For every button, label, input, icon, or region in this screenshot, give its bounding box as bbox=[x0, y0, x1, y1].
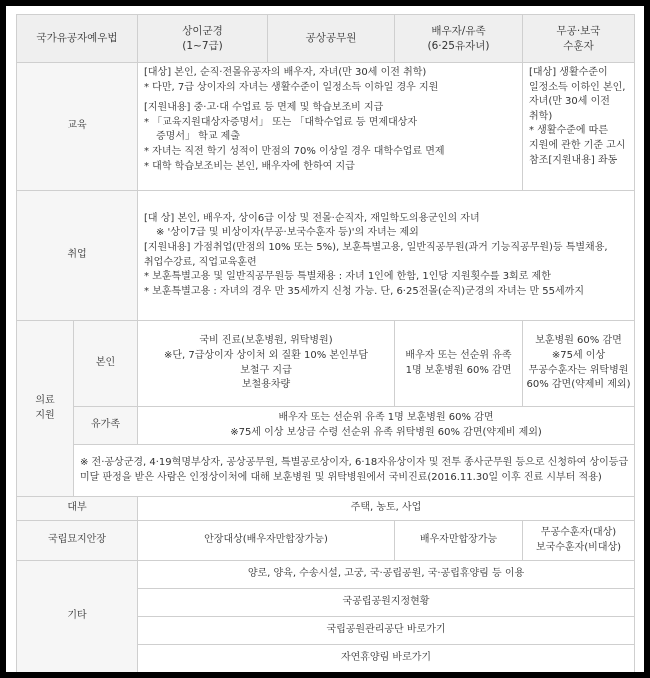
employment-label: 취업 bbox=[17, 191, 138, 321]
page-frame bbox=[6, 6, 644, 672]
medical-self-spouse-cell: 배우자 또는 선순위 유족 1명 보훈병원 60% 감면 bbox=[395, 321, 523, 407]
park-designation-link[interactable]: 국공립공원지정현황 bbox=[138, 589, 635, 617]
cemetery-merit-cell: 무공수훈자(대상) 보국수훈자(비대상) bbox=[523, 521, 635, 561]
education-side-cell: [대상] 생활수준이 일정소득 이하인 본인, 자녀(만 30세 이전 취학) * 생활수준에 따른 지원에 관한 기준 고시 참조[지원내용] 좌동 bbox=[523, 63, 635, 191]
header-wounded-veterans: 상이군경 (1~7급) bbox=[138, 15, 268, 63]
medical-label: 의료 지원 bbox=[17, 321, 74, 497]
header-law: 국가유공자예우법 bbox=[17, 15, 138, 63]
employment-row bbox=[17, 191, 635, 321]
cemetery-veterans-cell: 안장대상(배우자만합장가능) bbox=[138, 521, 395, 561]
medical-self-row bbox=[17, 321, 635, 407]
header-row bbox=[17, 15, 635, 63]
medical-family-label: 유가족 bbox=[74, 407, 138, 445]
medical-note-cell: ※ 전·공상군경, 4·19혁명부상자, 공상공무원, 특별공로상이자, 6·18자유상이자 및 전투 종사군무원 등으로 신청하여 상이등급 미달 판정을 받은 사람은 인정상이처에 대해 보훈병원 및 위탁병원에서 국비진료(2016.11.30일 이후 진료 시부터 적용) bbox=[74, 445, 635, 497]
cemetery-spouse-cell: 배우자만합장가능 bbox=[395, 521, 523, 561]
medical-note-row bbox=[17, 445, 635, 497]
cemetery-label: 국립묘지안장 bbox=[17, 521, 138, 561]
header-public-officials: 공상공무원 bbox=[268, 15, 395, 63]
cemetery-row bbox=[17, 521, 635, 561]
loan-cell: 주택, 농토, 사업 bbox=[138, 497, 635, 521]
recreation-forest-link[interactable]: 자연휴양림 바로가기 bbox=[138, 645, 635, 673]
education-main-cell: [대상] 본인, 순직·전몰유공자의 배우자, 자녀(만 30세 이전 취학) * 다만, 7급 상이자의 자녀는 생활수준이 일정소득 이하일 경우 지원 [지원내용] 중·고·대 수업료 등 면제 및 학습보조비 지급 * 「교육지원대상자증명서」 또는 「대학수업료 등 면제대상자 증명서」 학교 제출 * 자녀는 직전 학기 성적이 만점의 70% 이상일 경우 대학수업료 면제 * 대학 학습보조비는 본인, 배우자에 한하여 지급 bbox=[138, 63, 523, 191]
loan-label: 대부 bbox=[17, 497, 138, 521]
other-facilities-cell: 양로, 양육, 수송시설, 고궁, 국·공립공원, 국·공립휴양림 등 이용 bbox=[138, 561, 635, 589]
employment-cell: [대 상] 본인, 배우자, 상이6급 이상 및 전몰·순직자, 재일학도의용군인의 자녀 ※ '상이7급 및 비상이자(무공·보국수훈자 등)'의 자녀는 제외 [지원내용] 가점취업(만점의 10% 또는 5%), 보훈특별고용, 일반직공무원(과거 기능직공무원)등 특별채용, 취업수강료, 직업교육훈련 * 보훈특별고용 및 일반직공무원등 특별채용 : 자녀 1인에 한함, 1인당 지원횟수를 3회로 제한 * 보훈특별고용 : 자녀의 경우 만 35세까지 신청 가능. 단, 6·25전몰(순직)군경의 자녀는 만 55세까지 bbox=[138, 191, 635, 321]
medical-family-cell: 배우자 또는 선순위 유족 1명 보훈병원 60% 감면 ※75세 이상 보상금 수령 선순위 유족 위탁병원 60% 감면(약제비 제외) bbox=[138, 407, 635, 445]
veterans-benefits-table bbox=[16, 14, 635, 672]
other-row-1 bbox=[17, 561, 635, 589]
national-park-service-link[interactable]: 국립공원관리공단 바로가기 bbox=[138, 617, 635, 645]
medical-self-veterans-cell: 국비 진료(보훈병원, 위탁병원) ※단, 7급상이자 상이처 외 질환 10% 본인부담 보철구 지급 보철용차량 bbox=[138, 321, 395, 407]
medical-self-merit-cell: 보훈병원 60% 감면 ※75세 이상 무공수훈자는 위탁병원 60% 감면(약제비 제외) bbox=[523, 321, 635, 407]
education-row bbox=[17, 63, 635, 191]
medical-self-label: 본인 bbox=[74, 321, 138, 407]
other-label: 기타 bbox=[17, 561, 138, 673]
medical-family-row bbox=[17, 407, 635, 445]
loan-row bbox=[17, 497, 635, 521]
header-spouse-family: 배우자/유족 (6·25유자녀) bbox=[395, 15, 523, 63]
header-merit-recipients: 무공·보국 수훈자 bbox=[523, 15, 635, 63]
education-label: 교육 bbox=[17, 63, 138, 191]
